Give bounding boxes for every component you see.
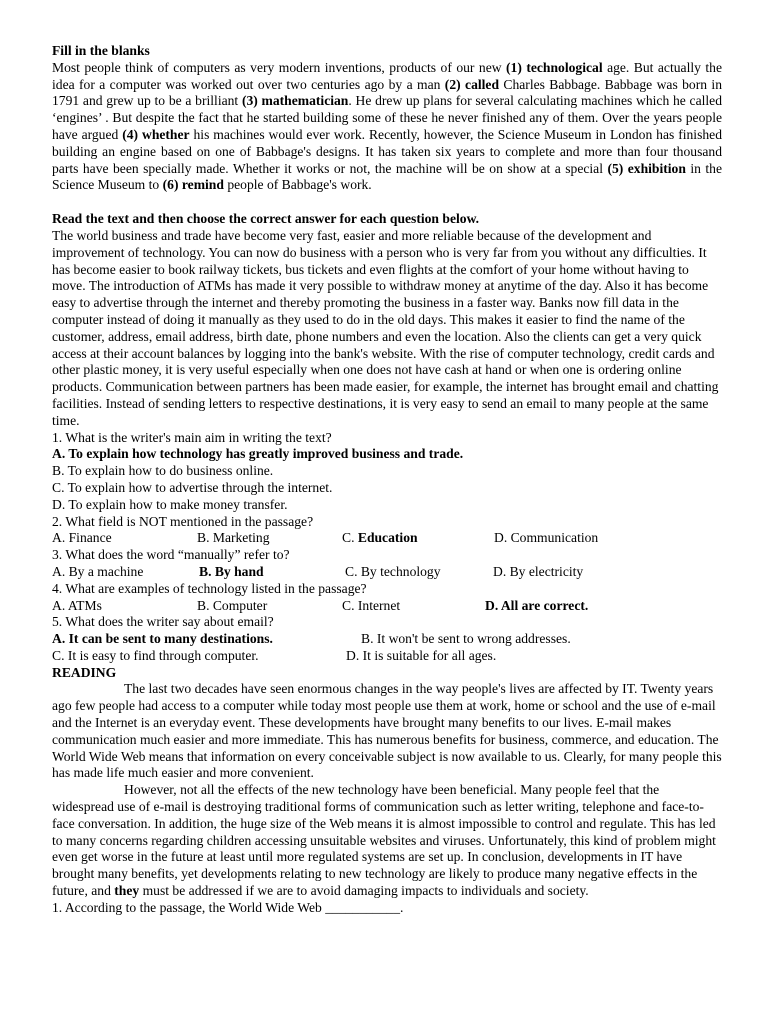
question-1-option-d: D. To explain how to make money transfer.	[52, 496, 288, 512]
fill-heading: Fill in the blanks	[52, 43, 150, 58]
question-2-option-c	[342, 530, 418, 547]
question-2-option-b: B. Marketing	[197, 530, 270, 546]
fill-text: people of Babbage's work.	[223, 177, 372, 193]
fill-text: age. But actually the idea for a computer was worked out over two centuries ago by a man	[52, 59, 722, 92]
question-4-option-a: A. ATMs	[52, 597, 102, 613]
question-1-option-a: A. To explain how technology has greatly improved business and trade.	[52, 446, 464, 462]
question-4-option-b: B. Computer	[197, 597, 268, 613]
paragraph-text: must be addressed if we are to avoid damaging impacts to individuals and society.	[139, 883, 589, 899]
blank-answer-5: (5) exhibition	[607, 160, 686, 176]
question-5-options-row2	[52, 648, 722, 665]
question-5-option-d: D. It is suitable for all ages.	[346, 647, 497, 663]
question-5: 5. What does the writer say about email?	[52, 614, 274, 630]
paragraph-text: However, not all the effects of the new technology have been beneficial. Many people feel that the widespread use of e-mail is destroying traditional forms of communication such as letter writing, telephone and face-to-face conversation. In addition, the huge size of the Web means it is almost impossible to control and regulate. This has led to many concerns regarding children accessing unsuitable websites and viruses. Unfortunately, this kind of problem might even get worse in the future at least until more regulated systems are set up. In conclusion, developments in IT have brought many benefits, yet developments relating to new technology are likely to produce many negative effects in the future, and	[52, 782, 716, 899]
blank-answer-3: (3) mathematician	[241, 93, 349, 109]
reading2-question-1: 1. According to the passage, the World Wide Web ___________.	[52, 899, 404, 915]
reading1-passage: The world business and trade have become very fast, easier and more reliable because of the development and improvement of technology. You can now do business with a person who is very far from you without any difficulties. It has become easier to book railway tickets, bus tickets and even flights at the comfort of your home without having to move. The introduction of ATMs has made it very possible to withdraw money at anytime of the day. Also it has become easy to advertise through the internet and thereby promoting the business in a faster way. Banks now fill data in the computer instead of doing it manually as they used to do in the old days. This makes it easier to find the name of the customer, address, email address, birth date, phone numbers and even the location. Also the clients can get a very quick access at their account balances by logging into the bank's website. With the rise of computer technology, credit cards and other plastic money, it is very useful especially when one does not have cash at hand or when one is ordering online products. Communication between partners has been made easier, for example, the internet has brought email and chatting facilities. Instead of sending letters to respective destinations, it is very easy to send an email to many people at the same time.	[52, 227, 719, 428]
question-5-option-c: C. It is easy to find through computer.	[52, 647, 259, 663]
option-answer: Education	[357, 530, 418, 546]
reading1-heading: Read the text and then choose the correct answer for each question below.	[52, 211, 480, 227]
question-5-option-a: A. It can be sent to many destinations.	[52, 631, 273, 647]
question-4-options	[52, 598, 722, 615]
question-2: 2. What field is NOT mentioned in the passage?	[52, 513, 314, 529]
question-3: 3. What does the word “manually” refer to?	[52, 547, 290, 563]
question-1-option-b: B. To explain how to do business online.	[52, 463, 274, 479]
blank-answer-2: (2) called	[444, 76, 500, 92]
fill-text: in the Science Museum to	[52, 160, 722, 193]
question-4: 4. What are examples of technology listed in the passage?	[52, 580, 367, 596]
fill-text: his machines would ever work. Recently, however, the Science Museum in London has finished building an engine based on one of Babbage's designs. It has taken six years to complete and more than four thousand parts have been specially made. Whether it works or not, the machine will be on show at a special	[52, 126, 722, 176]
question-3-option-c: C. By technology	[345, 563, 441, 579]
option-letter: C.	[342, 530, 358, 546]
question-2-option-a: A. Finance	[52, 530, 112, 546]
question-3-option-a: A. By a machine	[52, 563, 144, 579]
document-page	[52, 43, 722, 917]
question-5-options-row1	[52, 631, 722, 648]
blank-answer-4: (4) whether	[122, 126, 190, 142]
bold-word: they	[114, 883, 140, 899]
question-2-option-d: D. Communication	[494, 530, 599, 546]
fill-passage	[52, 60, 722, 194]
question-3-option-b: B. By hand	[199, 563, 264, 579]
fill-text: Most people think of computers as very modern inventions, products of our new	[52, 59, 507, 75]
question-1-option-c: C. To explain how to advertise through the internet.	[52, 479, 333, 495]
blank-answer-6: (6) remind	[162, 177, 224, 193]
question-3-option-d: D. By electricity	[493, 563, 584, 579]
question-3-options	[52, 564, 722, 581]
reading2-heading: READING	[52, 664, 117, 680]
blank-answer-1: (1) technological	[506, 59, 603, 75]
question-2-options	[52, 530, 722, 547]
reading2-paragraph-2	[52, 782, 722, 900]
question-4-option-d: D. All are correct.	[485, 597, 589, 613]
reading2-paragraph-1: The last two decades have seen enormous changes in the way people's lives are affected by IT. Twenty years ago few people had access to a computer while today most people use them at work, home or school and the use of e-mail and the Internet is an everyday event. These developments have brought many benefits to our lives. E-mail makes communication much easier and more immediate. This has numerous benefits for business, commerce, and education. The World Wide Web means that information on every conceivable subject is now available to us. Clearly, for many people this has made life much easier and more convenient.	[52, 681, 722, 781]
question-4-option-c: C. Internet	[342, 597, 401, 613]
fill-text: Charles Babbage. Babbage was born in 1791 and grew up to be a brilliant	[52, 76, 722, 109]
question-1: 1. What is the writer's main aim in writing the text?	[52, 429, 332, 445]
fill-text: . He drew up plans for several calculating machines which he called ‘engines’ . But despite the fact that he started building some of these he never finished any of them. Over the years people have argued	[52, 93, 722, 142]
question-5-option-b: B. It won't be sent to wrong addresses.	[361, 631, 571, 647]
